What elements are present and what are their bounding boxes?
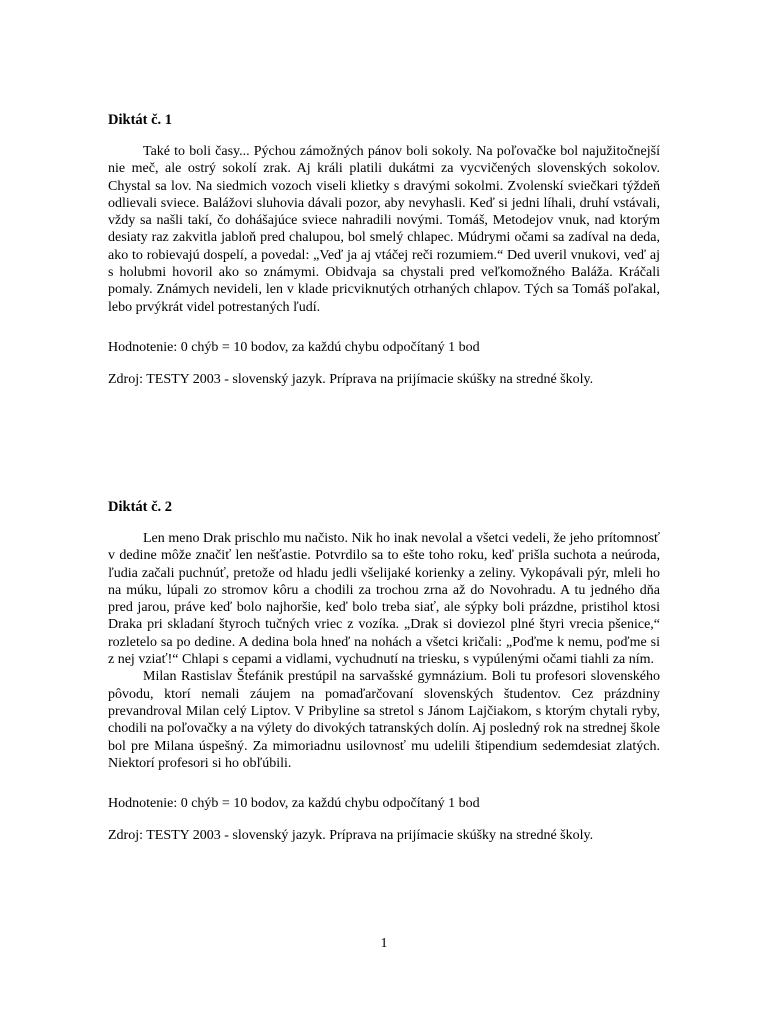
dictation-2-text [108, 530, 660, 772]
dictation-1-source: Zdroj: TESTY 2003 - slovenský jazyk. Príprava na prijímacie skúšky na stredné školy. [108, 371, 594, 387]
dictation-2-section [108, 497, 660, 844]
dictation-2-source: Zdroj: TESTY 2003 - slovenský jazyk. Príprava na prijímacie skúšky na stredné školy. [108, 828, 594, 844]
page-number: 1 [380, 936, 388, 951]
dictation-1-grading: Hodnotenie: 0 chýb = 10 bodov, za každú chybu odpočítaný 1 bod [108, 339, 480, 355]
dictation-2-paragraph-1: Len meno Drak prischlo mu načisto. Nik ho inak nevolal a všetci vedeli, že jeho prítomnosť v dedine môže značiť len nešťastie. Potvrdilo sa to ešte toho roku, keď prišla suchota a neúroda, ľudia začali puchnúť, pretože od hladu jedli všelijaké korienky a zeliny. Vykopávali pýr, mleli ho na múku, lúpali zo stromov kôru a chodili za trochou zrna až do Novohradu. A tu jedného dňa pred jarou, práve keď bolo najhoršie, keď bolo treba siať, ale sýpky boli prázdne, pristihol ktosi Draka pri skladaní štyroch tučných vriec z vozíka. „Drak si doviezol plné štyri vrecia pšenice,“ rozletelo sa po dedine. A dedina bola hneď na nohách a všetci kričali: „Poďme k nemu, poďme si z nej vziať!“ Chlapi s cepami a vidlami, vychudnutí na triesku, s vypúlenými očami tiahli za ním. [108, 531, 660, 668]
dictation-1-paragraph-1: Také to boli časy... Pýchou zámožných pánov boli sokoly. Na poľovačke bol najužitočnejší nie meč, ale ostrý sokolí zrak. Aj králi platili dukátmi za vycvičených slovenských sokolov. Chystal sa lov. Na siedmich vozoch viseli klietky s dravými sokolmi. Zvolenskí sviečkari týždeň odlievali sviece. Balážovi sluhovia dávali pozor, aby nevyhasli. Keď si jedni líhali, druhí vstávali, vždy sa našli takí, čo dohášajúce sviece nahradili novými. Tomáš, Metodejov vnuk, nad ktorým desiaty raz zakvitla jabloň pred chalupou, bol smelý chlapec. Múdrymi očami sa zadíval na deda, ako to robievajú dospelí, a povedal: „Veď ja aj vtáčej reči rozumiem.“ Ded uveril vnukovi, veď aj s holubmi hovoril ako so známymi. Obidvaja sa chystali pred veľkomožného Baláža. Kráčali pomaly. Známych nevideli, len v klade pricviknutých otrhaných chlapov. Tých sa Tomáš poľakal, lebo prvýkrát videl potrestaných ľudí. [108, 144, 660, 315]
dictation-1-text [108, 143, 660, 316]
dictation-1-section [108, 110, 660, 388]
dictation-2-title: Diktát č. 2 [108, 499, 173, 515]
dictation-1-title: Diktát č. 1 [108, 112, 173, 128]
dictation-2-paragraph-2: Milan Rastislav Štefánik prestúpil na sarvašské gymnázium. Boli tu profesori slovenského pôvodu, ktorí nemali záujem na pomaďarčovaní slovenských študentov. Cez prázdniny prevandroval Milan celý Liptov. V Pribyline sa stretol s Jánom Lajčiakom, s ktorým chytali ryby, chodili na poľovačky a na výlety do divokých tatranských dolín. Aj posledný rok na strednej škole bol pre Milana úspešný. Za mimoriadnu usilovnosť mu udelili štipendium sedemdesiat zlatých. Niektorí profesori si ho obľúbili. [108, 669, 660, 771]
dictation-2-grading: Hodnotenie: 0 chýb = 10 bodov, za každú chybu odpočítaný 1 bod [108, 796, 480, 812]
